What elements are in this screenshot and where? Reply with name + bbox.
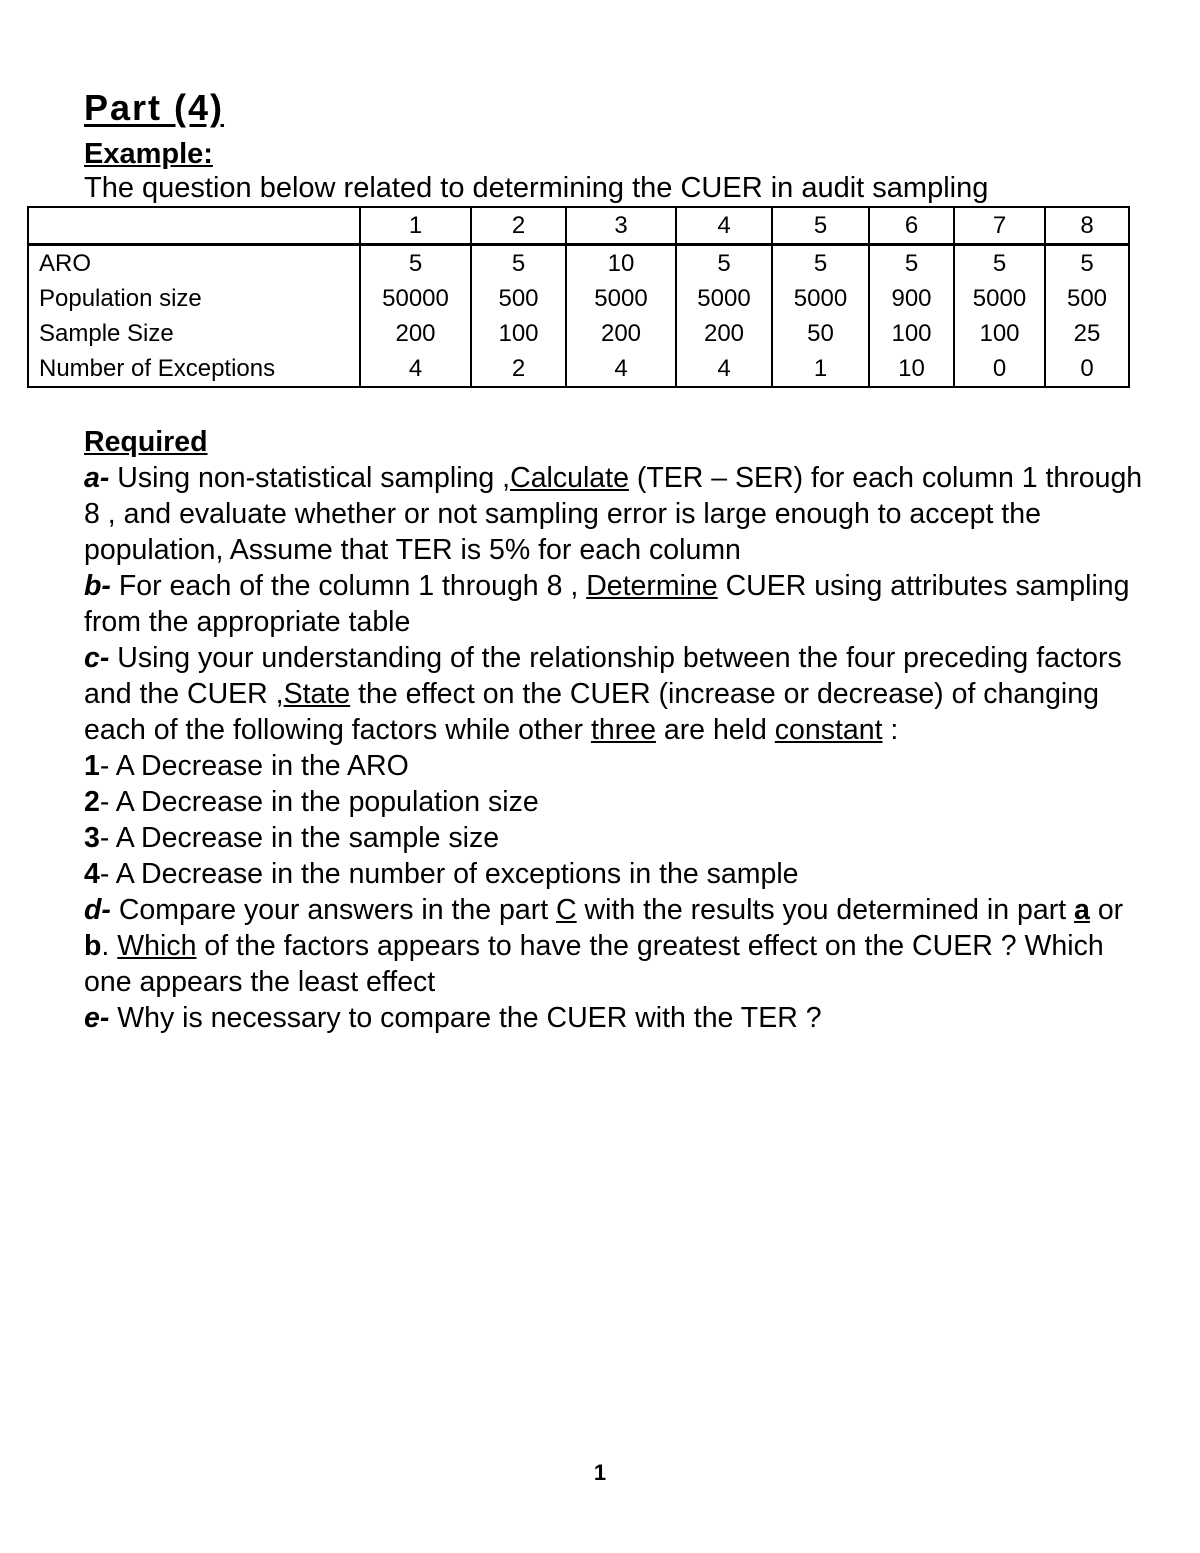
table-row xyxy=(28,281,1129,316)
table-header-row xyxy=(28,207,1129,245)
table-cell: 100 xyxy=(869,316,954,351)
table-cell: 5 xyxy=(360,245,471,282)
table-header-cell: 4 xyxy=(676,207,772,245)
table-cell: 200 xyxy=(566,316,676,351)
table-cell: 5000 xyxy=(954,281,1045,316)
table-header-cell xyxy=(28,207,360,245)
table-cell: 0 xyxy=(1045,351,1129,387)
table-cell: 1 xyxy=(772,351,869,387)
table-header-cell: 3 xyxy=(566,207,676,245)
table-cell: 50000 xyxy=(360,281,471,316)
table-header-cell: 6 xyxy=(869,207,954,245)
table-cell: 10 xyxy=(566,245,676,282)
example-label: Example: xyxy=(84,138,213,170)
row-label: Sample Size xyxy=(28,316,360,351)
row-label: Number of Exceptions xyxy=(28,351,360,387)
question-c-label: c- xyxy=(84,642,110,674)
page-number: 1 xyxy=(593,1460,607,1485)
table-header-cell: 5 xyxy=(772,207,869,245)
question-b-label: b- xyxy=(84,570,111,602)
table-cell: 200 xyxy=(676,316,772,351)
table-cell: 900 xyxy=(869,281,954,316)
list-item: 1- A Decrease in the ARO xyxy=(84,750,409,782)
table-cell: 4 xyxy=(360,351,471,387)
required-heading: Required xyxy=(84,426,208,458)
question-d-label: d- xyxy=(84,894,111,926)
list-item: 4- A Decrease in the number of exceptions in the sample xyxy=(84,858,799,890)
table-header-cell: 2 xyxy=(471,207,566,245)
page-title: Part (4) xyxy=(84,87,225,128)
data-table xyxy=(27,206,1130,388)
list-item: 3- A Decrease in the sample size xyxy=(84,822,500,854)
table-cell: 5000 xyxy=(676,281,772,316)
table-cell: 100 xyxy=(471,316,566,351)
table-row xyxy=(28,316,1129,351)
table-cell: 2 xyxy=(471,351,566,387)
table-cell: 25 xyxy=(1045,316,1129,351)
table-cell: 5 xyxy=(471,245,566,282)
table-cell: 50 xyxy=(772,316,869,351)
table-cell: 5000 xyxy=(566,281,676,316)
table-cell: 5 xyxy=(676,245,772,282)
question-a-label: a- xyxy=(84,462,110,494)
required-section xyxy=(84,424,1144,1036)
table-cell: 500 xyxy=(1045,281,1129,316)
row-label: Population size xyxy=(28,281,360,316)
table-cell: 10 xyxy=(869,351,954,387)
question-d: d- Compare your answers in the part C with the results you determined in part a or b. Which of the factors appears to have the greatest effect on the CUER ? Which one appears the least effect xyxy=(84,894,1124,998)
question-e-label: e- xyxy=(84,1002,110,1034)
list-item: 2- A Decrease in the population size xyxy=(84,786,539,818)
table-header-cell: 7 xyxy=(954,207,1045,245)
table-cell: 500 xyxy=(471,281,566,316)
table-header-cell: 8 xyxy=(1045,207,1129,245)
row-label: ARO xyxy=(28,245,360,282)
table-header-cell: 1 xyxy=(360,207,471,245)
question-a: a- Using non-statistical sampling ,Calculate (TER – SER) for each column 1 through 8 , and evaluate whether or not sampling error is large enough to accept the population, Assume that TER is 5% for each column xyxy=(84,462,1143,566)
table-cell: 5 xyxy=(772,245,869,282)
table-row xyxy=(28,245,1129,282)
intro-text: The question below related to determining the CUER in audit sampling xyxy=(84,172,989,204)
table-cell: 5000 xyxy=(772,281,869,316)
table-cell: 100 xyxy=(954,316,1045,351)
table-cell: 5 xyxy=(1045,245,1129,282)
table-cell: 5 xyxy=(869,245,954,282)
table-cell: 4 xyxy=(566,351,676,387)
table-cell: 200 xyxy=(360,316,471,351)
table-row xyxy=(28,351,1129,387)
table-cell: 5 xyxy=(954,245,1045,282)
question-e: e- Why is necessary to compare the CUER with the TER ? xyxy=(84,1002,822,1034)
question-b: b- For each of the column 1 through 8 , Determine CUER using attributes sampling from the appropriate table xyxy=(84,570,1130,638)
table-cell: 4 xyxy=(676,351,772,387)
question-c: c- Using your understanding of the relationship between the four preceding factors and the CUER ,State the effect on the CUER (increase or decrease) of changing each of the following factors while other three are held constant : xyxy=(84,642,1122,746)
table-cell: 0 xyxy=(954,351,1045,387)
